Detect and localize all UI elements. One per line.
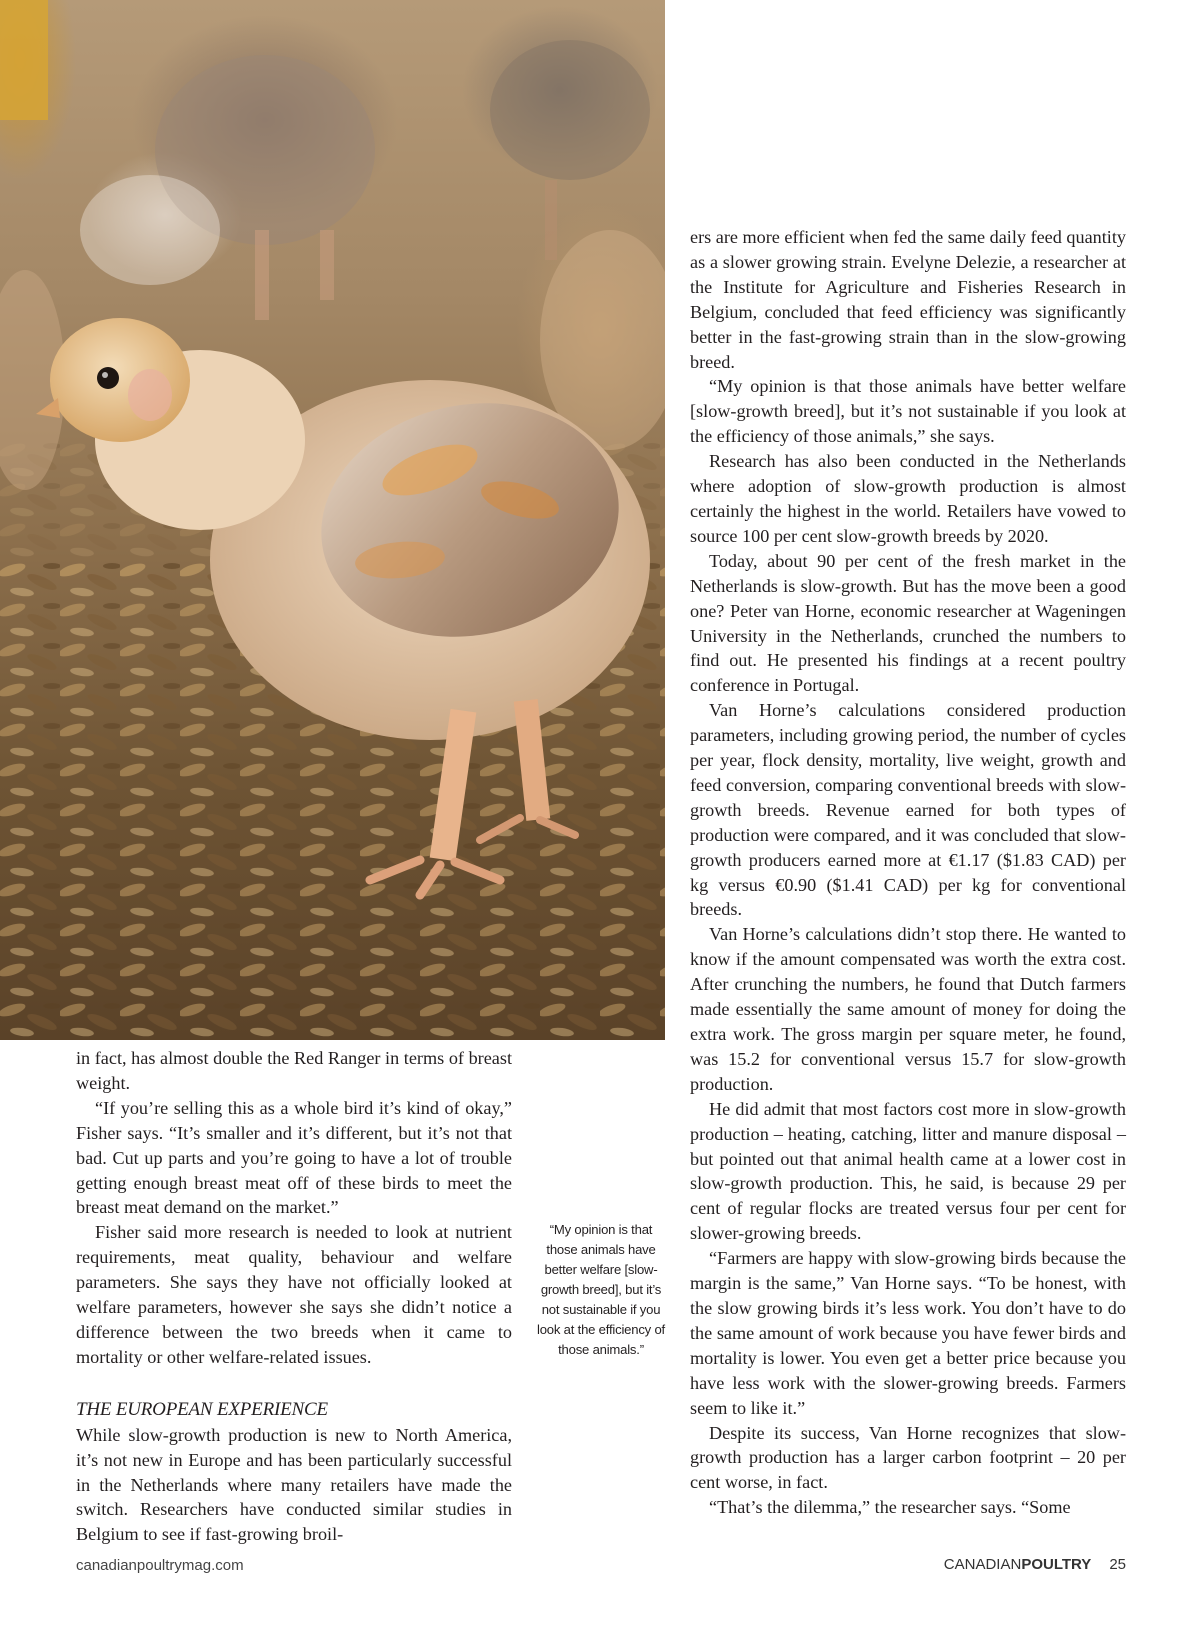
chick-photo: [0, 0, 665, 1040]
body-paragraph: Van Horne’s calculations didn’t stop there. He wanted to know if the amount compensated was worth the extra cost. After crunching the numbers, he found that Dutch farmers made essentially the same amount of money for doing the extra work. The gross margin per square meter, he found, was 15.2 for conventional versus 15.7 for slow-growth production.: [690, 924, 1126, 1094]
magazine-name-light: CANADIAN: [943, 1556, 1022, 1573]
body-paragraph: Research has also been conducted in the Netherlands where adoption of slow-growth production is almost certainly the highest in the world. Retailers have vowed to source 100 per cent slow-growth breeds by 2020.: [690, 451, 1126, 546]
chick-illustration: [0, 0, 665, 1040]
right-column: [690, 225, 1126, 1520]
section-subhead: THE EUROPEAN EXPERIENCE: [76, 1398, 328, 1420]
magazine-name-bold: POULTRY: [1021, 1556, 1092, 1573]
page-number: 25: [1109, 1556, 1126, 1573]
footer-website: canadianpoultrymag.com: [76, 1557, 244, 1574]
body-paragraph: in fact, has almost double the Red Ranger in terms of breast weight.: [76, 1048, 512, 1093]
body-paragraph: “That’s the dilemma,” the researcher says. “Some: [709, 1497, 1071, 1518]
body-paragraph: Van Horne’s calculations considered production parameters, including growing period, the number of cycles per year, flock density, mortality, live weight, growth and feed conversion, comparing conventional breeds with slow-growth breeds. Revenue earned for both types of production were compared, and it was concluded that slow-growth producers earned more at €1.17 ($1.83 CAD) per kg versus €0.90 ($1.41 CAD) per kg for conventional breeds.: [690, 700, 1126, 920]
body-paragraph: ers are more efficient when fed the same daily feed quantity as a slower growing strain. Evelyne Delezie, a researcher at the Institute for Agriculture and Fisheries Research in Belgium, concluded that feed efficiency was significantly better in the fast-growing strain than in the slow-growing breed.: [690, 227, 1126, 372]
left-column: [76, 1046, 512, 1547]
body-paragraph: Despite its success, Van Horne recognizes that slow-growth production has a larger carbon footprint – 20 per cent worse, in fact.: [690, 1422, 1126, 1493]
body-paragraph: Fisher said more research is needed to look at nutrient requirements, meat quality, behaviour and welfare parameters. She says they have not officially looked at welfare parameters, however she says she didn’t notice a difference between the two breeds when it came to mortality or other welfare-related issues.: [76, 1222, 512, 1367]
body-paragraph: Today, about 90 per cent of the fresh market in the Netherlands is slow-growth. But has the move been a good one? Peter van Horne, economic researcher at Wageningen University in the Netherlands, crunched the numbers to find out. He presented his findings at a recent poultry conference in Portugal.: [690, 550, 1126, 696]
body-paragraph: “If you’re selling this as a whole bird it’s kind of okay,” Fisher says. “It’s smaller and it’s different, but it’s not that bad. Cut up parts and you’re going to have a lot of trouble getting enough breast meat off of these birds to meet the breast meat demand on the market.”: [76, 1097, 512, 1218]
body-paragraph: While slow-growth production is new to North America, it’s not new in Europe and has been particularly successful in the Netherlands where many retailers have made the switch. Researchers have conducted similar studies in Belgium to see if fast-growing broil-: [76, 1424, 512, 1545]
body-paragraph: “My opinion is that those animals have better welfare [slow-growth breed], but it’s not sustainable if you look at the efficiency of those animals,” she says.: [690, 376, 1126, 447]
body-paragraph: “Farmers are happy with slow-growing birds because the margin is the same,” Van Horne says. “To be honest, with the slow growing birds it’s less work. You don’t have to do the same amount of work because you have fewer birds and mortality is lower. You even get a better price because you have less work with the slower-growing breeds. Farmers seem to like it.”: [690, 1248, 1126, 1418]
pull-quote: “My opinion is that those animals have better welfare [slow-growth breed], but it’s not sustainable if you look at the efficiency of those animals.”: [537, 1222, 665, 1357]
body-paragraph: He did admit that most factors cost more in slow-growth production – heating, catching, litter and manure disposal – but pointed out that animal health came at a lower cost in slow-growth production. This, he said, is because 29 per cent of regular flocks are treated versus four per cent for slower-growing breeds.: [690, 1098, 1126, 1244]
footer-folio: [944, 1556, 1126, 1573]
